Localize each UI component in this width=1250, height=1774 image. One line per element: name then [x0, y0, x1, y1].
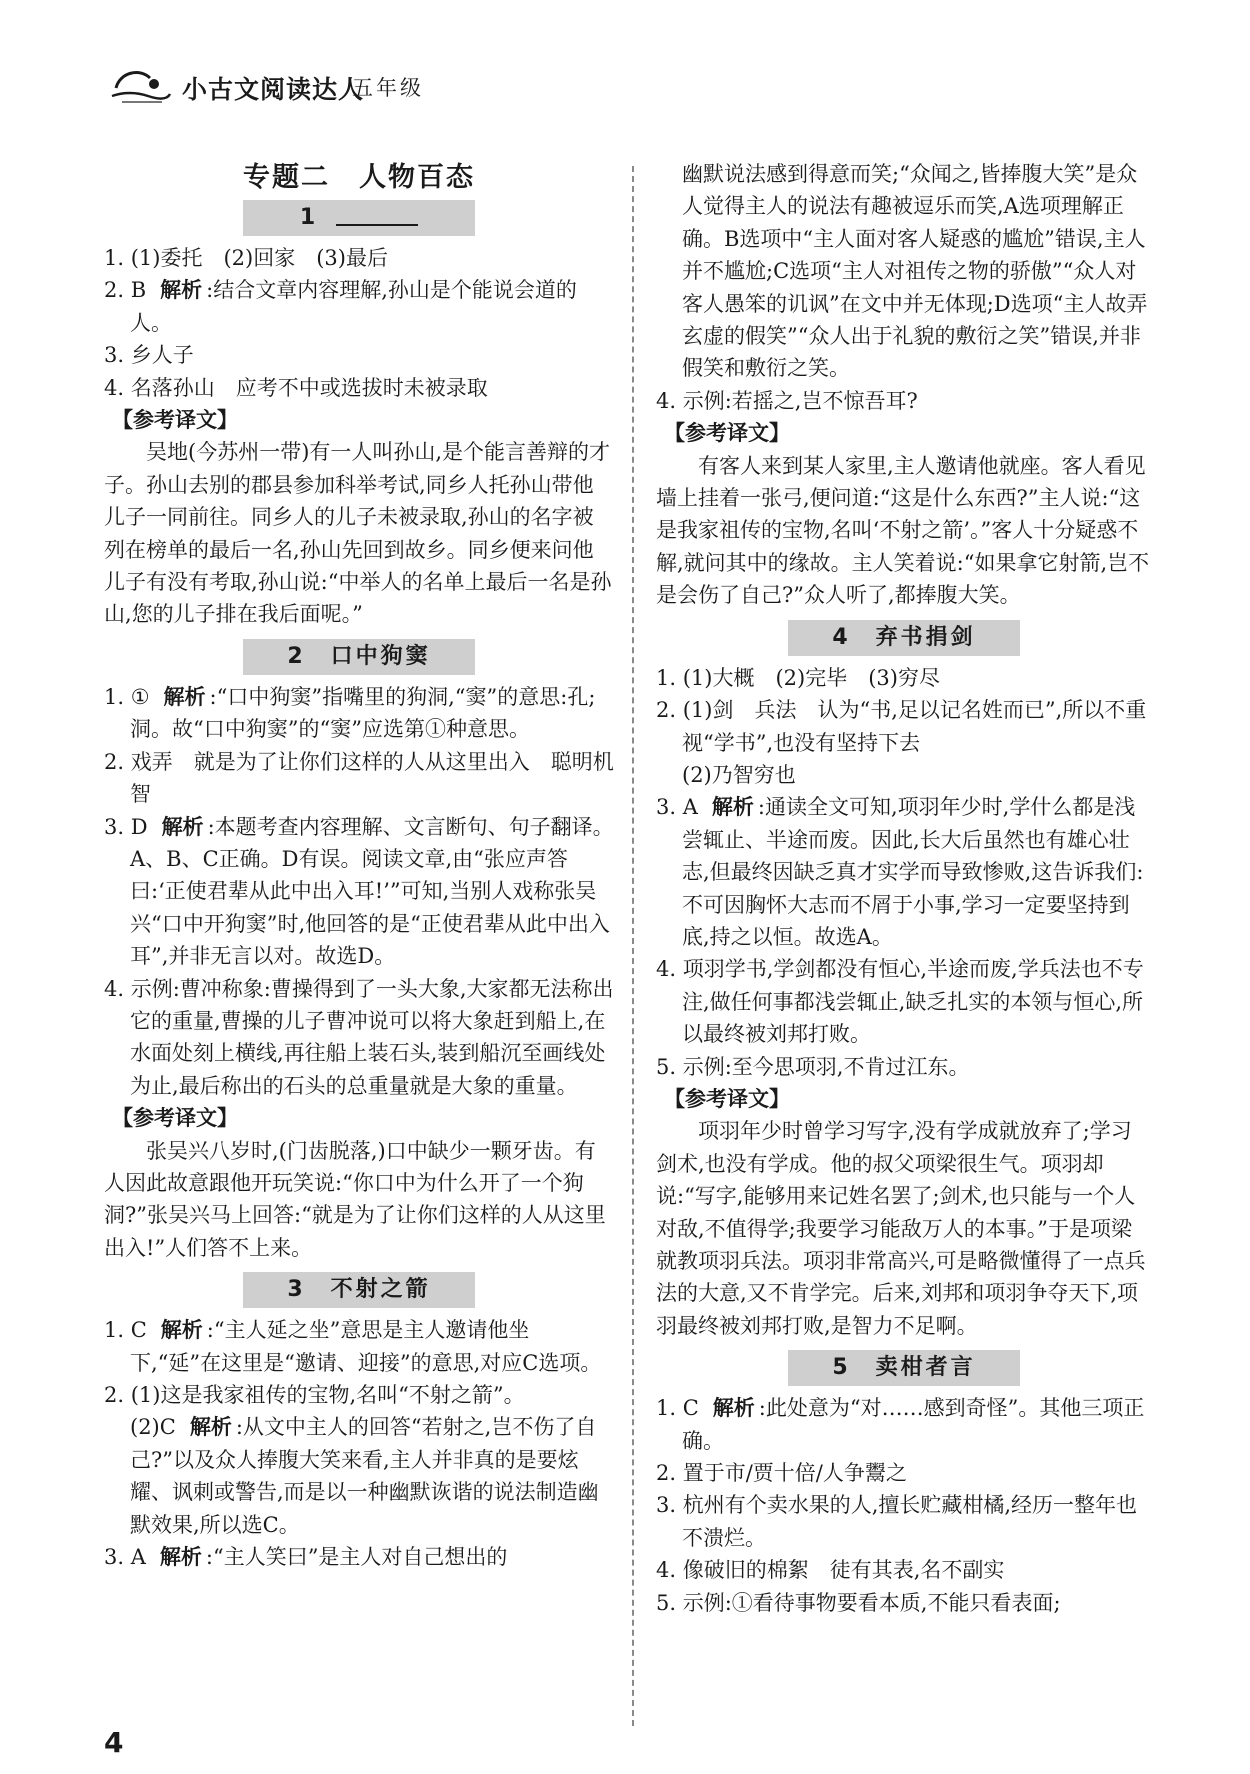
- answer-item: 3. D 解析 :本题考查内容理解、文言断句、句子翻译。A、B、C正确。D有误。阅读文章,由“张应声答曰:‘正使君辈从此中出入耳!’”可知,当别人戏称张吴兴“口中开狗窦”时,他回答的是“正使君辈从此中出入耳”,并非无言以对。故选D。: [104, 814, 614, 969]
- answer-item: 1. (1)大概 (2)完毕 (3)穷尽: [656, 665, 940, 690]
- answer-item: 4. 项羽学书,学剑都没有恒心,半途而废,学兵法也不专注,做任何事都浅尝辄止,缺乏扎实的本领与恒心,所以最终被刘邦打败。: [656, 957, 1144, 1047]
- answer-item: 3. A 解析 :通读全文可知,项羽年少时,学什么都是浅尝辄止、半途而废。因此,长大后虽然也有雄心壮志,但最终因缺乏真才实学而导致惨败,这告诉我们:不可因胸怀大志而不屑于小事,学习一定要坚持到底,持之以恒。故选A。: [656, 795, 1144, 949]
- answer-item: 2. 置于市/贾十倍/人争鬻之: [656, 1461, 907, 1486]
- answer-continued: 幽默说法感到得意而笑;“众闻之,皆捧腹大笑”是众人觉得主人的说法有趣被逗乐而笑,A选项理解正确。B选项中“主人面对客人疑惑的尴尬”错误,主人并不尴尬;C选项“主人对祖传之物的骄傲”“众人对客人愚笨的讥讽”在文中并无体现;D选项“主人故弄玄虚的假笑”“众人出于礼貌的敷衍之笑”错误,并非假笑和敷衍之笑。: [682, 162, 1148, 381]
- answer-item: 1. C 解析 :此处意为“对……感到奇怪”。其他三项正确。: [656, 1396, 1145, 1453]
- answer-item: 4. 名落孙山 应考不中或选拔时未被录取: [104, 375, 488, 400]
- answer-item: 2. (1)剑 兵法 认为“书,足以记名姓而已”,所以不重视“学书”,也没有坚持下去: [656, 698, 1147, 755]
- answer-item: (2)乃智穷也: [682, 762, 796, 787]
- answer-item: 1. ① 解析 :“口中狗窦”指嘴里的狗洞,“窦”的意思:孔;洞。故“口中狗窦”的“窦”应选第①种意思。: [104, 684, 596, 742]
- column-divider: [632, 166, 634, 1726]
- answer-item: 1. C 解析 :“主人延之坐”意思是主人邀请他坐下,“延”在这里是“邀请、迎接”的意思,对应C选项。: [104, 1318, 602, 1375]
- answer-item: 1. (1)委托 (2)回家 (3)最后: [104, 246, 388, 270]
- section-3-title: 3 不射之箭: [243, 1272, 475, 1308]
- topic-title: 专题二 人物百态: [243, 162, 475, 193]
- answer-item: 2. 戏弄 就是为了让你们这样的人从这里出入 聪明机智: [104, 749, 614, 807]
- page-header: [110, 62, 1170, 112]
- answer-item: 2. B 解析 :结合文章内容理解,孙山是个能说会道的人。: [104, 278, 577, 335]
- title-blank: [336, 202, 418, 226]
- right-column: [656, 158, 1152, 1619]
- answer-item: 4. 示例:曹冲称象:曹操得到了一头大象,大家都无法称出它的重量,曹操的儿子曹冲说可以将大象赶到船上,在水面处刻上横线,再往船上装石头,装到船沉至画线处为止,最后称出的石头的总重量就是大象的重量。: [104, 976, 614, 1098]
- ref-translation-label: 【参考译文】: [112, 408, 238, 433]
- ref-translation-label: 【参考译文】: [664, 1086, 790, 1111]
- grade-label: 五年级: [352, 76, 424, 100]
- answer-item: 5. 示例:至今思项羽,不肯过江东。: [656, 1054, 970, 1079]
- answer-item: 4. 示例:若摇之,岂不惊吾耳?: [656, 388, 918, 413]
- answer-item: 3. A 解析 :“主人笑曰”是主人对自己想出的: [104, 1545, 508, 1570]
- page-number: 4: [104, 1726, 124, 1759]
- answer-item: 4. 像破旧的棉絮 徒有其表,名不副实: [656, 1558, 1005, 1583]
- ref-translation-text: 项羽年少时曾学习写字,没有学成就放弃了;学习剑术,也没有学成。他的叔父项梁很生气。项羽却说:“写字,能够用来记姓名罢了;剑术,也只能与一个人对敌,不值得学;我要学习能敌万人的本事。”于是项梁就教项羽兵法。项羽非常高兴,可是略微懂得了一点兵法的大意,又不肯学完。后来,刘邦和项羽争夺天下,项羽最终被刘邦打败,是智力不足啊。: [656, 1119, 1146, 1338]
- ref-translation-label: 【参考译文】: [112, 1106, 238, 1131]
- answer-item: 5. 示例:①看待事物要看本质,不能只看表面;: [656, 1590, 1061, 1615]
- answer-item: 3. 乡人子: [104, 343, 194, 368]
- section-2-title: 2 口中狗窦: [243, 639, 475, 675]
- section-5-title: 5 卖柑者言: [788, 1350, 1020, 1386]
- logo-icon: [110, 66, 172, 106]
- left-column: [104, 158, 614, 1573]
- answer-item: (2)C 解析 :从文中主人的回答“若射之,岂不伤了自己?”以及众人捧腹大笑来看,主人并非真的是要炫耀、讽刺或警告,而是以一种幽默诙谐的说法制造幽默效果,所以选C。: [130, 1415, 599, 1537]
- answer-item: 3. 杭州有个卖水果的人,擅长贮藏柑橘,经历一整年也不溃烂。: [656, 1493, 1138, 1550]
- ref-translation-text: 有客人来到某人家里,主人邀请他就座。客人看见墙上挂着一张弓,便问道:“这是什么东西?”主人说:“这是我家祖传的宝物,名叫‘不射之箭’。”客人十分疑惑不解,就问其中的缘故。主人笑着说:“如果拿它射箭,岂不是会伤了自己?”众人听了,都捧腹大笑。: [656, 453, 1150, 608]
- section-1-title: 1: [243, 200, 475, 236]
- ref-translation-label: 【参考译文】: [664, 421, 790, 446]
- section-4-title: 4 弃书捐剑: [788, 620, 1020, 656]
- answer-item: 2. (1)这是我家祖传的宝物,名叫“不射之箭”。: [104, 1383, 525, 1407]
- ref-translation-text: 吴地(今苏州一带)有一人叫孙山,是个能言善辩的才子。孙山去别的郡县参加科举考试,同乡人托孙山带他儿子一同前往。同乡人的儿子未被录取,孙山的名字被列在榜单的最后一名,孙山先回到故乡。同乡便来问他儿子有没有考取,孙山说:“中举人的名单上最后一名是孙山,您的儿子排在我后面呢。”: [104, 440, 612, 627]
- ref-translation-text: 张吴兴八岁时,(门齿脱落,)口中缺少一颗牙齿。有人因此故意跟他开玩笑说:“你口中为什么开了一个狗洞?”张吴兴马上回答:“就是为了让你们这样的人从这里出入!”人们答不上来。: [104, 1138, 606, 1260]
- book-title: 小古文阅读达人: [182, 75, 365, 104]
